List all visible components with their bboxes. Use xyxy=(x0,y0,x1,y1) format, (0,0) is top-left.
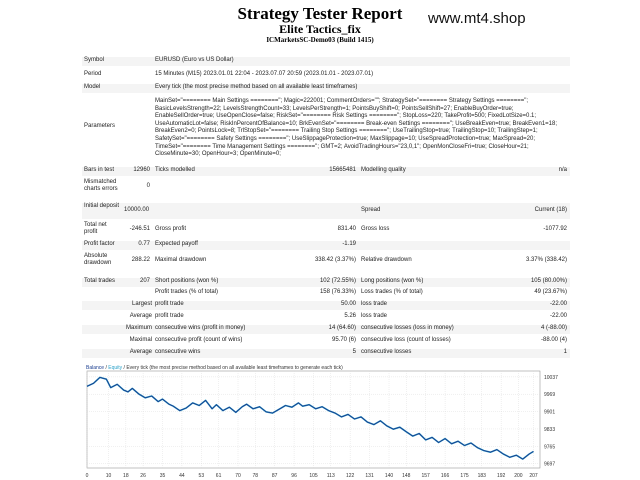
deposit-row xyxy=(82,203,570,219)
long-label: Long positions (won %) xyxy=(361,278,424,284)
avg-wins-value: 5 xyxy=(352,349,356,355)
x-tick-label: 87 xyxy=(271,473,278,479)
mismatch-value: 0 xyxy=(146,183,150,189)
bars-value: 12960 xyxy=(133,167,150,173)
avg-losses-value: 1 xyxy=(563,349,567,355)
grossloss-label: Gross loss xyxy=(361,226,390,232)
balance-chart-svg xyxy=(82,363,570,480)
legend-equity: Equity xyxy=(108,365,123,371)
long-value: 105 (80.00%) xyxy=(530,278,567,284)
trades-value: 207 xyxy=(139,278,150,284)
x-tick-label: 207 xyxy=(529,473,538,479)
mismatch-row xyxy=(82,179,570,195)
x-tick-label: 18 xyxy=(123,473,129,479)
pf-value: 0.77 xyxy=(138,241,150,247)
x-tick-label: 157 xyxy=(421,473,430,479)
maximal-loss-label: consecutive loss (count of losses) xyxy=(361,337,451,343)
x-tick-label: 192 xyxy=(496,473,506,479)
largest-loss-label: loss trade xyxy=(361,301,388,307)
payoff-value: -1.19 xyxy=(342,241,356,247)
largest-profit-label: profit trade xyxy=(155,301,184,307)
mismatch-label: Mismatched charts errors xyxy=(84,179,118,192)
average-profit-label: profit trade xyxy=(155,313,184,319)
average-profit-value: 5.26 xyxy=(344,313,356,319)
avg-wins-label: consecutive wins xyxy=(155,349,201,355)
symbol-value: EURUSD (Euro vs US Dollar) xyxy=(155,57,234,63)
y-tick-label: 9901 xyxy=(544,409,556,416)
maximal-label: Maximal xyxy=(129,337,152,343)
period-value: 15 Minutes (M15) 2023.01.01 22:04 - 2023.07.07 20:59 (2023.01.01 - 2023.07.01) xyxy=(155,71,374,77)
legend-balance: Balance xyxy=(86,365,105,371)
grossprofit-value: 831.40 xyxy=(337,226,356,232)
absdd-label: Absolute drawdown xyxy=(84,253,112,266)
maximum-row xyxy=(82,325,570,334)
maximal-profit-value: 95.70 (6) xyxy=(331,337,356,343)
largest-label: Largest xyxy=(131,301,152,307)
x-tick-label: 35 xyxy=(159,473,166,479)
brand-watermark: www.mt4.shop xyxy=(428,10,526,27)
reldd-value: 3.37% (338.42) xyxy=(525,257,567,263)
bars-label: Bars in test xyxy=(84,167,115,173)
short-label: Short positions (won %) xyxy=(155,278,219,284)
x-tick-label: 200 xyxy=(514,473,523,479)
profit-trades-label: Profit trades (% of total) xyxy=(155,289,219,295)
x-tick-label: 113 xyxy=(326,473,335,479)
ticks-value: 15665481 xyxy=(329,167,356,173)
x-tick-label: 44 xyxy=(179,473,185,479)
absdd-value: 288.22 xyxy=(131,257,150,263)
parameters-value: MainSet="======== Main Settings ========"; Magic=222001; CommentOrders=""; StrategySet="======== Strategy Settings ========"; BasicLevelsStrength=22; LevelsStrengthCount=33; LevelsPerStrength=1; PointsBuyShift=0; PointsSellShift=27; EnableBuyOrder=true; EnableSellOrder=true; UseOpenClose=false; RiskSet="======== Risk Settings ========"; StopLoss=220; TakeProfit=500; FixedLotSize=0.1; UseAutomaticLot=false; RiskInPercentOfBalance=10; BrkEvenSet="======== Break-even Settings ========"; UseBreakEven=true; BreakEven1=18; BreakEven2=0; PointsLock=8; TrlStopSet="======== Trailing Stop Settings ========"; UseTrailingStop=true; TrailingStop=10; TrailingStep=1; SafetySet="======== Safety Settings ========"; UseSlippageProtection=true; MaxSlippage=10; UseSpreadProtection=true; MaxSpread=20; TimeSet="======== Time Management Settings ========"; GMT=2; AvoidTradingHours="23,0,1"; OpenMonCloseFri=true; CloseHour=21; CloseMinute=30; OpenHour=3; OpenMinute=0; xyxy=(155,98,558,158)
x-tick-label: 53 xyxy=(198,473,205,479)
maxdd-value: 338.42 (3.37%) xyxy=(314,257,356,263)
x-tick-label: 131 xyxy=(365,473,374,479)
x-tick-label: 26 xyxy=(140,473,146,479)
maxdd-label: Maximal drawdown xyxy=(155,257,207,263)
max-wins-value: 14 (64.60) xyxy=(328,325,356,331)
x-tick-label: 148 xyxy=(402,473,411,479)
avg2-label: Average xyxy=(129,349,152,355)
avg-consecutive-row xyxy=(82,349,570,358)
drawdown-row xyxy=(82,253,570,269)
reldd-label: Relative drawdown xyxy=(361,257,412,263)
x-tick-label: 61 xyxy=(215,473,222,479)
legend-description: / Every tick (the most precise method based on all available least timeframes to generate each tick) xyxy=(122,365,343,371)
netprofit-row xyxy=(82,222,570,238)
ticks-label: Ticks modelled xyxy=(155,167,195,173)
quality-value: n/a xyxy=(558,167,567,173)
netprofit-label: Total net profit xyxy=(84,222,107,235)
x-tick-label: 96 xyxy=(291,473,297,479)
server-name: ICMarketsSC-Demo03 (Build 1415) xyxy=(266,36,374,44)
loss-trades-value: 49 (23.67%) xyxy=(534,289,567,295)
balance-chart xyxy=(82,363,570,480)
x-tick-label: 0 xyxy=(85,473,89,479)
maximal-loss-value: -88.00 (4) xyxy=(540,337,567,343)
loss-trades-label: Loss trades (% of total) xyxy=(361,289,423,295)
pf-label: Profit factor xyxy=(84,241,115,247)
largest-profit-value: 50.00 xyxy=(340,301,356,307)
legend-separator: / xyxy=(104,365,109,371)
x-tick-label: 140 xyxy=(384,473,394,479)
y-tick-label: 9833 xyxy=(544,426,556,433)
y-tick-label: 9697 xyxy=(544,461,556,468)
y-tick-label: 9765 xyxy=(544,444,556,451)
average-loss-label: loss trade xyxy=(361,313,388,319)
report-header xyxy=(0,0,640,48)
symbol-label: Symbol xyxy=(84,57,105,63)
largest-loss-value: -22.00 xyxy=(549,301,567,307)
average-loss-value: -22.00 xyxy=(549,313,567,319)
model-label: Model xyxy=(84,84,101,90)
x-tick-label: 105 xyxy=(309,473,318,479)
parameters-row xyxy=(82,97,570,161)
grossloss-value: -1077.92 xyxy=(543,226,567,232)
average-label: Average xyxy=(129,313,152,319)
grossprofit-label: Gross profit xyxy=(155,226,187,232)
maximal-row xyxy=(82,337,570,346)
x-tick-label: 10 xyxy=(105,473,112,479)
payoff-label: Expected payoff xyxy=(155,241,198,247)
bars-row xyxy=(82,167,570,176)
model-value: Every tick (the most precise method based on all available least timeframes) xyxy=(155,84,358,90)
netprofit-value: -246.51 xyxy=(129,226,150,232)
parameters-label: Parameters xyxy=(84,123,116,129)
deposit-value: 10000.00 xyxy=(124,207,150,213)
deposit-label: Initial deposit xyxy=(84,203,120,209)
max-wins-label: consecutive wins (profit in money) xyxy=(155,325,246,331)
quality-label: Modelling quality xyxy=(361,167,406,173)
symbol-row xyxy=(82,57,570,66)
x-tick-label: 175 xyxy=(460,473,469,479)
largest-row xyxy=(82,301,570,310)
y-tick-label: 9969 xyxy=(544,392,556,399)
average-row xyxy=(82,313,570,322)
x-tick-label: 78 xyxy=(252,473,259,479)
x-tick-label: 166 xyxy=(440,473,450,479)
expert-name: Elite Tactics_fix xyxy=(279,22,361,36)
chart-legend xyxy=(86,365,343,371)
period-row xyxy=(82,71,570,80)
avg-losses-label: consecutive losses xyxy=(361,349,412,355)
max-losses-label: consecutive losses (loss in money) xyxy=(361,325,454,331)
spread-value: Current (18) xyxy=(534,207,567,213)
maximum-label: Maximum xyxy=(125,325,152,331)
max-losses-value: 4 (-88.00) xyxy=(540,325,567,331)
spread-label: Spread xyxy=(361,207,381,213)
trades-label: Total trades xyxy=(84,278,116,284)
period-label: Period xyxy=(84,71,102,77)
x-tick-label: 70 xyxy=(235,473,241,479)
x-tick-label: 122 xyxy=(345,473,355,479)
profit-trades-row xyxy=(82,289,570,298)
maximal-profit-label: consecutive profit (count of wins) xyxy=(155,337,243,343)
report-title: Strategy Tester Report xyxy=(237,4,403,23)
y-tick-label: 10037 xyxy=(544,374,558,381)
model-row xyxy=(82,84,570,93)
trades-row xyxy=(82,278,570,287)
x-tick-label: 183 xyxy=(477,473,486,479)
short-value: 102 (72.55%) xyxy=(319,278,356,284)
pf-row xyxy=(82,241,570,250)
profit-trades-value: 158 (76.33%) xyxy=(319,289,356,295)
